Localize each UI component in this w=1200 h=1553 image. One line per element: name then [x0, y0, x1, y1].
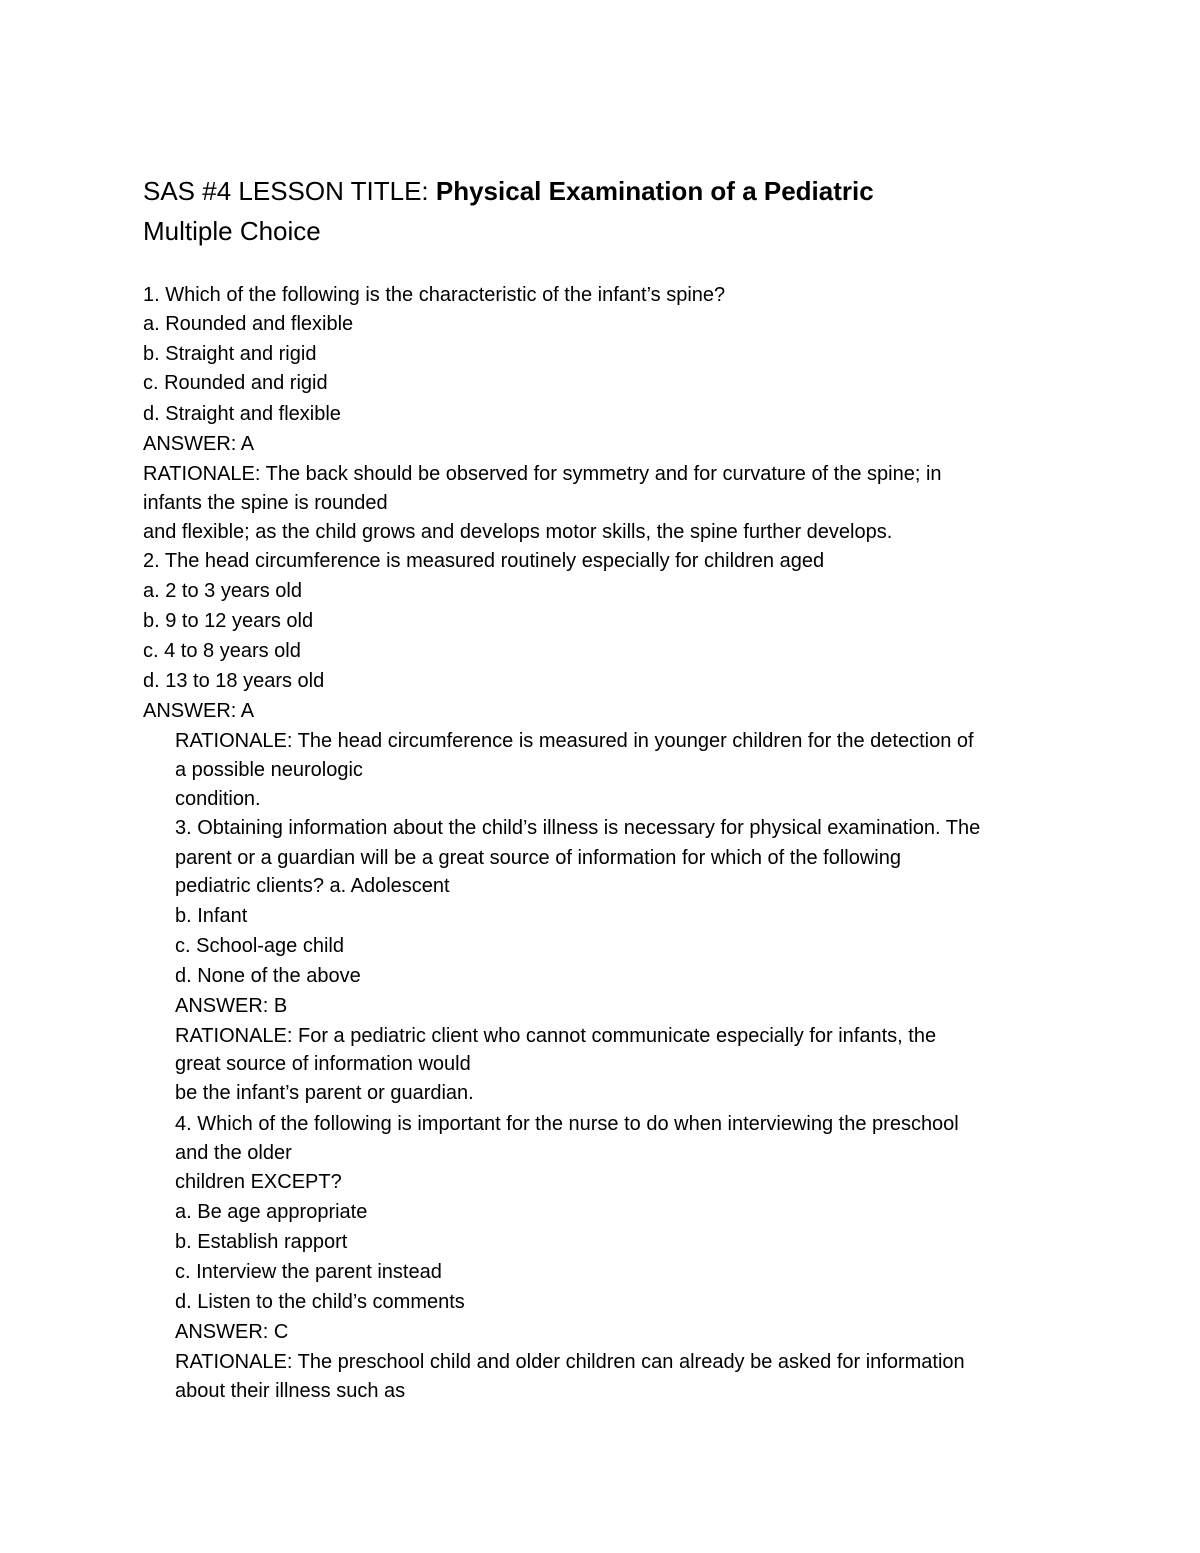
q1-option-b: b. Straight and rigid	[143, 343, 317, 365]
question-4-stem-line-2: and the older	[175, 1142, 292, 1164]
q3-rationale-line-2: great source of information would	[175, 1053, 471, 1075]
q3-option-d: d. None of the above	[175, 965, 361, 987]
q1-option-d: d. Straight and flexible	[143, 403, 341, 425]
q2-rationale-line-2: a possible neurologic	[175, 759, 363, 781]
section-heading: Multiple Choice	[143, 216, 321, 246]
q2-option-c: c. 4 to 8 years old	[143, 640, 301, 662]
question-2-stem: 2. The head circumference is measured routinely especially for children aged	[143, 550, 825, 572]
question-1-stem: 1. Which of the following is the characteristic of the infant’s spine?	[143, 284, 726, 306]
q4-rationale-line-2: about their illness such as	[175, 1380, 406, 1402]
q1-answer: ANSWER: A	[143, 433, 255, 455]
q1-rationale-line-3: and flexible; as the child grows and develops motor skills, the spine further develops.	[143, 521, 893, 543]
q2-option-b: b. 9 to 12 years old	[143, 610, 314, 632]
q4-option-b: b. Establish rapport	[175, 1231, 348, 1253]
q2-answer: ANSWER: A	[143, 700, 255, 722]
q3-option-c: c. School-age child	[175, 935, 344, 957]
lesson-title-prefix: SAS #4 LESSON TITLE:	[143, 176, 436, 206]
q4-option-c: c. Interview the parent instead	[175, 1261, 442, 1283]
q2-option-d: d. 13 to 18 years old	[143, 670, 325, 692]
q4-option-d: d. Listen to the child’s comments	[175, 1291, 465, 1313]
q4-option-a: a. Be age appropriate	[175, 1201, 368, 1223]
question-3-stem-line-3: pediatric clients? a. Adolescent	[175, 875, 450, 897]
q1-option-c: c. Rounded and rigid	[143, 372, 328, 394]
question-3-stem-line-1: 3. Obtaining information about the child’s illness is necessary for physical examination. The	[175, 817, 981, 839]
q1-rationale-line-2: infants the spine is rounded	[143, 492, 388, 514]
q3-option-b: b. Infant	[175, 905, 248, 927]
q3-rationale-line-3: be the infant’s parent or guardian.	[175, 1082, 474, 1104]
q2-rationale-line-1: RATIONALE: The head circumference is measured in younger children for the detection of	[175, 730, 974, 752]
question-4-stem-line-1: 4. Which of the following is important for the nurse to do when interviewing the preschool	[175, 1113, 959, 1135]
q1-option-a: a. Rounded and flexible	[143, 313, 354, 335]
q3-rationale-line-1: RATIONALE: For a pediatric client who cannot communicate especially for infants, the	[175, 1025, 937, 1047]
q4-answer: ANSWER: C	[175, 1321, 289, 1343]
q3-answer: ANSWER: B	[175, 995, 288, 1017]
q1-rationale-line-1: RATIONALE: The back should be observed for symmetry and for curvature of the spine; in	[143, 463, 942, 485]
q2-rationale-line-3: condition.	[175, 788, 261, 810]
lesson-title-topic: Physical Examination of a Pediatric	[435, 176, 874, 206]
q4-rationale-line-1: RATIONALE: The preschool child and older children can already be asked for information	[175, 1351, 965, 1373]
q2-option-a: a. 2 to 3 years old	[143, 580, 302, 602]
lesson-title	[143, 176, 874, 206]
question-4-stem-line-3: children EXCEPT?	[175, 1171, 342, 1193]
question-3-stem-line-2: parent or a guardian will be a great source of information for which of the following	[175, 847, 901, 869]
